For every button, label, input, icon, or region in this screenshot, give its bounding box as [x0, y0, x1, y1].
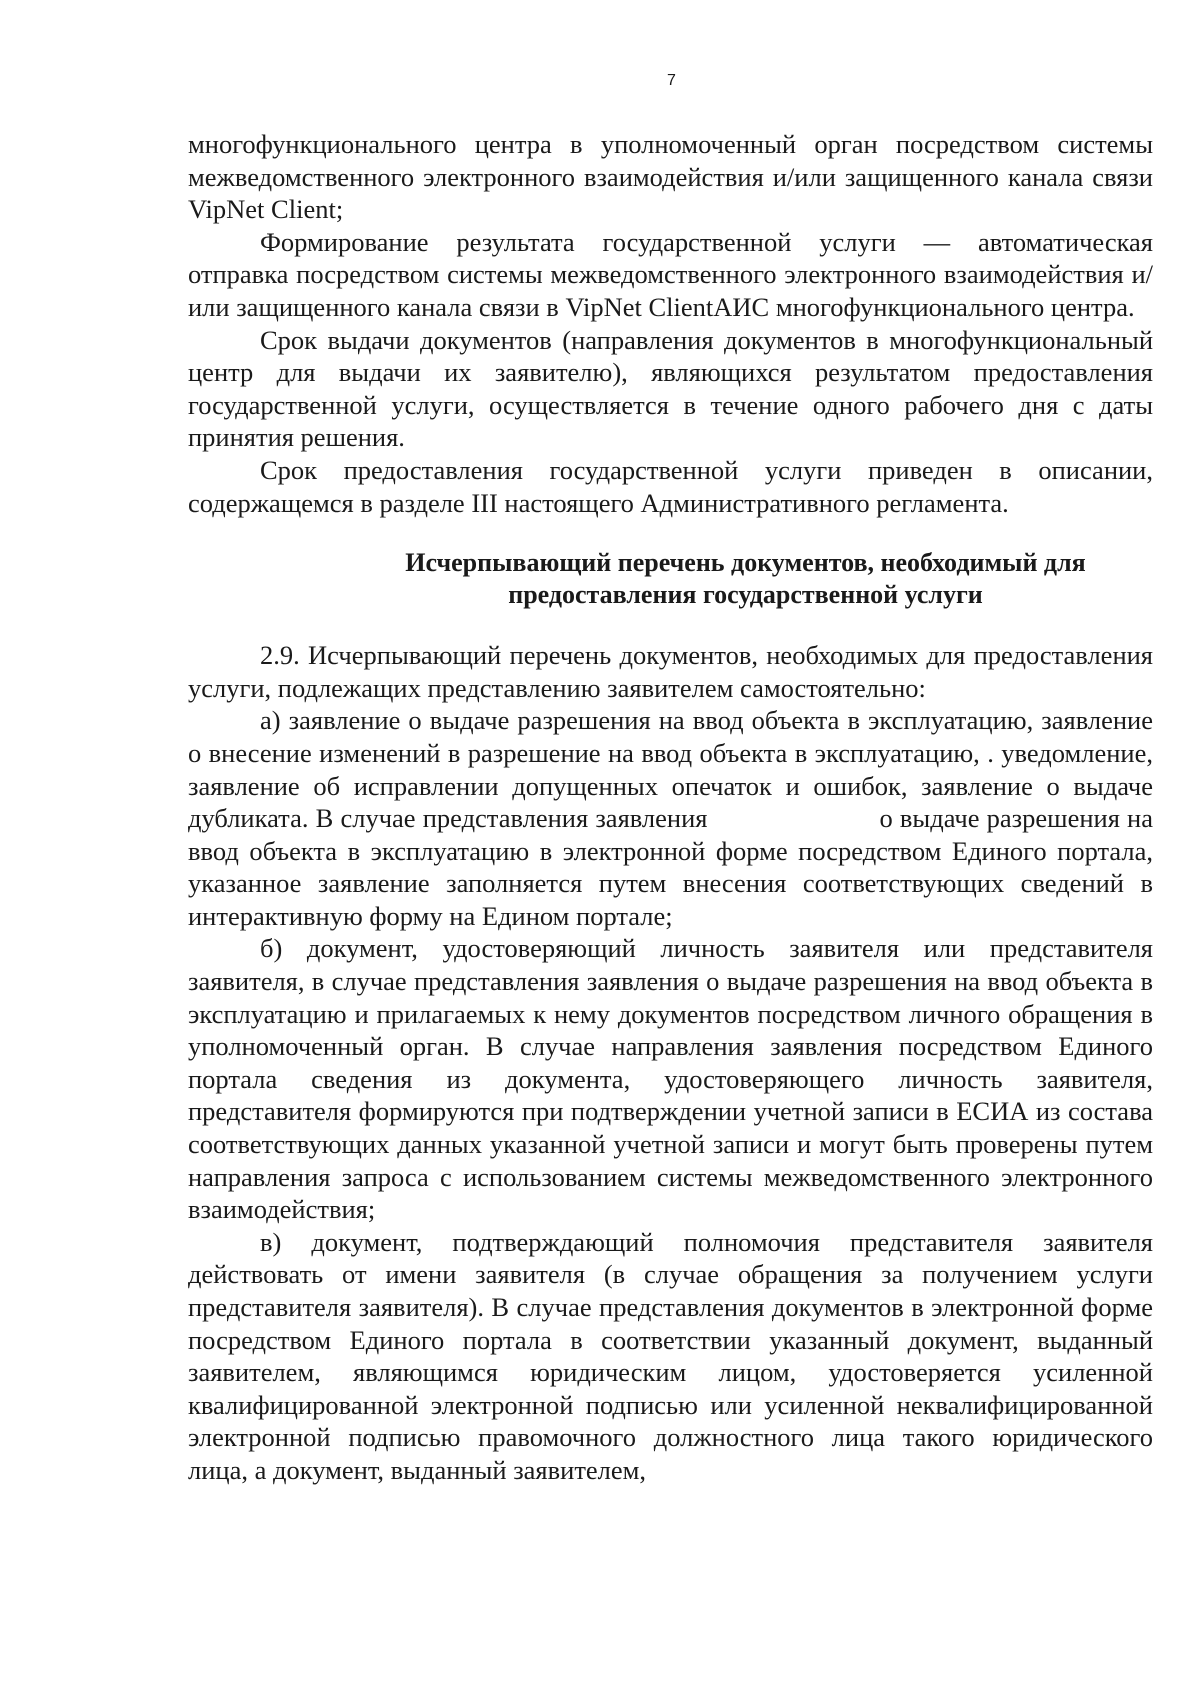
paragraph: в) документ, подтверждающий полномочия представителя заявителя действовать от имени заявителя (в случае обращения за получением услуги представителя заявителя). В случае представления документов в электронной форме посредством Единого портала в соответствии указанный документ, выданный заявителем, являющимся юридическим лицом, удостоверяется усиленной квалифицированной электронной подписью или усиленной неквалифицированной электронной подписью правомочного должностного лица такого юридического лица, а документ, выданный заявителем, — [188, 1226, 1153, 1485]
section-heading-line: Исчерпывающий перечень документов, необходимый для — [405, 548, 1086, 578]
document-body — [188, 128, 1160, 1487]
paragraph: 2.9. Исчерпывающий перечень документов, необходимых для предоставления услуги, подлежащих представлению заявителем самостоятельно: — [188, 640, 1153, 703]
paragraph: а) заявление о выдаче разрешения на ввод объекта в эксплуатацию, заявление о внесение изменений в разрешение на ввод объекта в эксплуатацию, . уведомление, заявление об исправлении допущенных опечаток и ошибок, заявление о выдаче дубликата. В случае представления заявления о выдаче разрешения на ввод объекта в эксплуатацию в электронной форме посредством Единого портала, указанное заявление заполняется путем внесения соответствующих сведений в интерактивную форму на Едином портале; — [188, 705, 1160, 931]
section-heading-line: предоставления государственной услуги — [508, 580, 983, 610]
paragraph: Срок выдачи документов (направления документов в многофункциональный центр для выдачи их заявителю), являющихся результатом предоставления государственной услуги, осуществляется в течение одного рабочего дня с даты принятия решения. — [188, 324, 1153, 453]
page-number: 7 — [667, 72, 676, 89]
paragraph: Срок предоставления государственной услуги приведен в описании, содержащемся в разделе III настоящего Административного регламента. — [188, 454, 1153, 518]
paragraph: Формирование результата государственной услуги — автоматическая отправка посредством системы межведомственного электронного взаимодействия и/или защищенного канала связи в VipNet ClientАИС многофункционального центра. — [188, 226, 1153, 322]
paragraph: б) документ, удостоверяющий личность заявителя или представителя заявителя, в случае представления заявления о выдаче разрешения на ввод объекта в эксплуатацию и прилагаемых к нему документов посредством личного обращения в уполномоченный орган. В случае направления заявления посредством Единого портала сведения из документа, удостоверяющего личность заявителя, представителя формируются при подтверждении учетной записи в ЕСИА из состава соответствующих данных указанной учетной записи и могут быть проверены путем направления запроса с использованием системы межведомственного электронного взаимодействия; — [188, 933, 1153, 1225]
paragraph: многофункционального центра в уполномоченный орган посредством системы межведомственного электронного взаимодействия и/или защищенного канала связи VipNet Client; — [188, 129, 1153, 225]
section-heading — [188, 547, 1153, 611]
